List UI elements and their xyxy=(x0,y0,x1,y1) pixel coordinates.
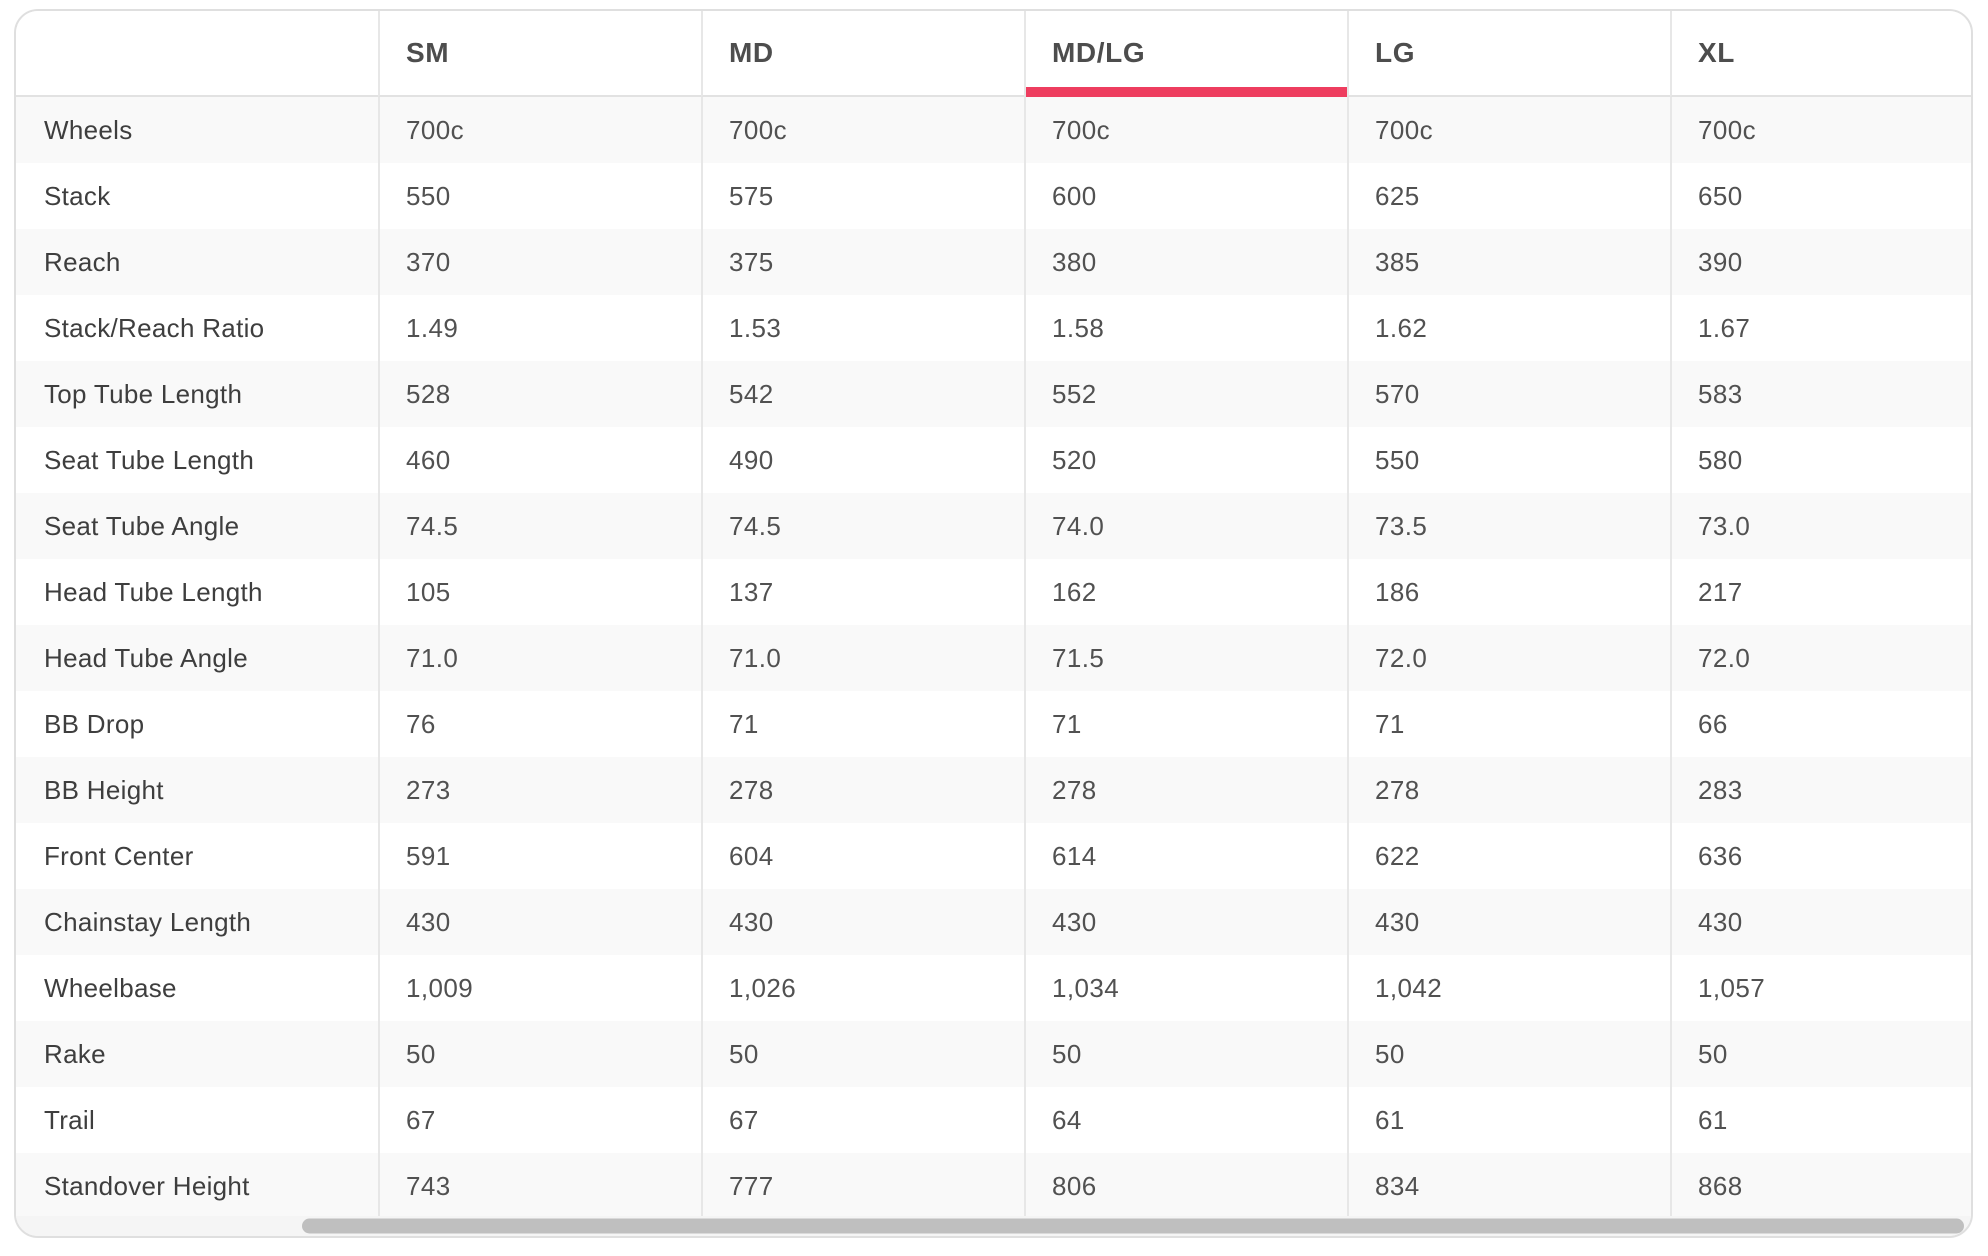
spec-value: 74.5 xyxy=(378,493,701,559)
spec-value: 66 xyxy=(1670,691,1973,757)
spec-value: 64 xyxy=(1024,1087,1347,1153)
spec-row xyxy=(16,1153,1971,1219)
spec-row xyxy=(16,163,1971,229)
spec-value: 278 xyxy=(701,757,1024,823)
spec-value: 806 xyxy=(1024,1153,1347,1219)
spec-row xyxy=(16,625,1971,691)
active-tab-indicator xyxy=(1026,87,1347,97)
spec-row xyxy=(16,229,1971,295)
spec-value: 380 xyxy=(1024,229,1347,295)
spec-value: 390 xyxy=(1670,229,1973,295)
spec-value: 72.0 xyxy=(1670,625,1973,691)
spec-value: 50 xyxy=(378,1021,701,1087)
spec-value: 542 xyxy=(701,361,1024,427)
spec-value: 273 xyxy=(378,757,701,823)
spec-row xyxy=(16,1087,1971,1153)
spec-value: 1.53 xyxy=(701,295,1024,361)
spec-value: 76 xyxy=(378,691,701,757)
spec-value: 67 xyxy=(701,1087,1024,1153)
spec-value: 583 xyxy=(1670,361,1973,427)
tab-label: MD xyxy=(729,37,774,68)
spec-row xyxy=(16,955,1971,1021)
spec-value: 1.62 xyxy=(1347,295,1670,361)
spec-value: 868 xyxy=(1670,1153,1973,1219)
spec-value: 50 xyxy=(701,1021,1024,1087)
spec-row xyxy=(16,823,1971,889)
spec-value: 700c xyxy=(1670,97,1973,163)
spec-value: 520 xyxy=(1024,427,1347,493)
spec-value: 1.67 xyxy=(1670,295,1973,361)
horizontal-scrollbar-thumb[interactable] xyxy=(302,1219,1964,1234)
spec-value: 72.0 xyxy=(1347,625,1670,691)
spec-row xyxy=(16,295,1971,361)
spec-value: 430 xyxy=(701,889,1024,955)
spec-value: 71.0 xyxy=(701,625,1024,691)
spec-value: 625 xyxy=(1347,163,1670,229)
spec-label: Head Tube Angle xyxy=(44,642,248,673)
spec-value: 61 xyxy=(1347,1087,1670,1153)
spec-value: 490 xyxy=(701,427,1024,493)
spec-value: 370 xyxy=(378,229,701,295)
spec-value: 430 xyxy=(1670,889,1973,955)
spec-value: 700c xyxy=(1347,97,1670,163)
spec-value: 700c xyxy=(378,97,701,163)
spec-value: 600 xyxy=(1024,163,1347,229)
spec-value: 73.5 xyxy=(1347,493,1670,559)
spec-value: 375 xyxy=(701,229,1024,295)
spec-value: 1,057 xyxy=(1670,955,1973,1021)
spec-value: 743 xyxy=(378,1153,701,1219)
spec-value: 105 xyxy=(378,559,701,625)
spec-label: Standover Height xyxy=(44,1170,250,1201)
spec-value: 591 xyxy=(378,823,701,889)
spec-value: 636 xyxy=(1670,823,1973,889)
spec-label: Stack/Reach Ratio xyxy=(44,312,265,343)
spec-value: 73.0 xyxy=(1670,493,1973,559)
tab-sm[interactable] xyxy=(378,11,701,97)
tab-label: MD/LG xyxy=(1052,37,1146,68)
spec-value: 700c xyxy=(1024,97,1347,163)
spec-value: 1,034 xyxy=(1024,955,1347,1021)
spec-label: Seat Tube Length xyxy=(44,444,255,475)
spec-value: 385 xyxy=(1347,229,1670,295)
spec-row xyxy=(16,97,1971,163)
spec-value: 552 xyxy=(1024,361,1347,427)
spec-label: Chainstay Length xyxy=(44,906,252,937)
spec-value: 137 xyxy=(701,559,1024,625)
spec-value: 614 xyxy=(1024,823,1347,889)
tab-label: SM xyxy=(406,37,450,68)
spec-value: 1,026 xyxy=(701,955,1024,1021)
corner-cell xyxy=(16,11,378,97)
spec-value: 162 xyxy=(1024,559,1347,625)
spec-value: 278 xyxy=(1024,757,1347,823)
spec-row xyxy=(16,757,1971,823)
spec-value: 67 xyxy=(378,1087,701,1153)
spec-value: 528 xyxy=(378,361,701,427)
geometry-size-table xyxy=(14,9,1973,1238)
tab-label: LG xyxy=(1375,37,1416,68)
spec-value: 460 xyxy=(378,427,701,493)
spec-label: Front Center xyxy=(44,840,194,871)
spec-label: Rake xyxy=(44,1038,106,1069)
spec-value: 1.49 xyxy=(378,295,701,361)
spec-value: 777 xyxy=(701,1153,1024,1219)
spec-label: Trail xyxy=(44,1104,96,1135)
spec-label: Reach xyxy=(44,246,121,277)
tab-mdlg[interactable] xyxy=(1024,11,1347,97)
spec-value: 430 xyxy=(1347,889,1670,955)
spec-row xyxy=(16,427,1971,493)
spec-value: 283 xyxy=(1670,757,1973,823)
spec-value: 575 xyxy=(701,163,1024,229)
spec-value: 217 xyxy=(1670,559,1973,625)
spec-label: Head Tube Length xyxy=(44,576,263,607)
spec-value: 1.58 xyxy=(1024,295,1347,361)
size-tab-row xyxy=(16,11,1971,97)
spec-value: 1,042 xyxy=(1347,955,1670,1021)
spec-value: 74.5 xyxy=(701,493,1024,559)
spec-value: 71 xyxy=(701,691,1024,757)
spec-value: 278 xyxy=(1347,757,1670,823)
spec-value: 71.5 xyxy=(1024,625,1347,691)
spec-value: 622 xyxy=(1347,823,1670,889)
spec-value: 550 xyxy=(1347,427,1670,493)
spec-value: 430 xyxy=(378,889,701,955)
spec-value: 550 xyxy=(378,163,701,229)
spec-row xyxy=(16,691,1971,757)
tab-lg[interactable] xyxy=(1347,11,1670,97)
spec-value: 71 xyxy=(1024,691,1347,757)
spec-value: 604 xyxy=(701,823,1024,889)
spec-value: 74.0 xyxy=(1024,493,1347,559)
spec-row xyxy=(16,1021,1971,1087)
tab-md[interactable] xyxy=(701,11,1024,97)
spec-value: 700c xyxy=(701,97,1024,163)
spec-value: 570 xyxy=(1347,361,1670,427)
spec-value: 1,009 xyxy=(378,955,701,1021)
tab-label: XL xyxy=(1698,37,1735,68)
spec-value: 50 xyxy=(1024,1021,1347,1087)
spec-label: BB Drop xyxy=(44,708,145,739)
spec-row xyxy=(16,559,1971,625)
spec-value: 650 xyxy=(1670,163,1973,229)
tab-xl[interactable] xyxy=(1670,11,1973,97)
spec-value: 71 xyxy=(1347,691,1670,757)
spec-label: Seat Tube Angle xyxy=(44,510,240,541)
spec-label: Wheelbase xyxy=(44,972,177,1003)
spec-label: Wheels xyxy=(44,114,133,145)
spec-label: BB Height xyxy=(44,774,164,805)
spec-rows xyxy=(16,97,1971,1219)
spec-value: 580 xyxy=(1670,427,1973,493)
spec-value: 186 xyxy=(1347,559,1670,625)
spec-row xyxy=(16,493,1971,559)
spec-row xyxy=(16,361,1971,427)
spec-value: 834 xyxy=(1347,1153,1670,1219)
spec-label: Stack xyxy=(44,180,111,211)
spec-value: 61 xyxy=(1670,1087,1973,1153)
spec-value: 50 xyxy=(1670,1021,1973,1087)
spec-value: 430 xyxy=(1024,889,1347,955)
spec-value: 50 xyxy=(1347,1021,1670,1087)
spec-label: Top Tube Length xyxy=(44,378,243,409)
horizontal-scrollbar-track[interactable] xyxy=(16,1216,1971,1236)
spec-value: 71.0 xyxy=(378,625,701,691)
spec-row xyxy=(16,889,1971,955)
